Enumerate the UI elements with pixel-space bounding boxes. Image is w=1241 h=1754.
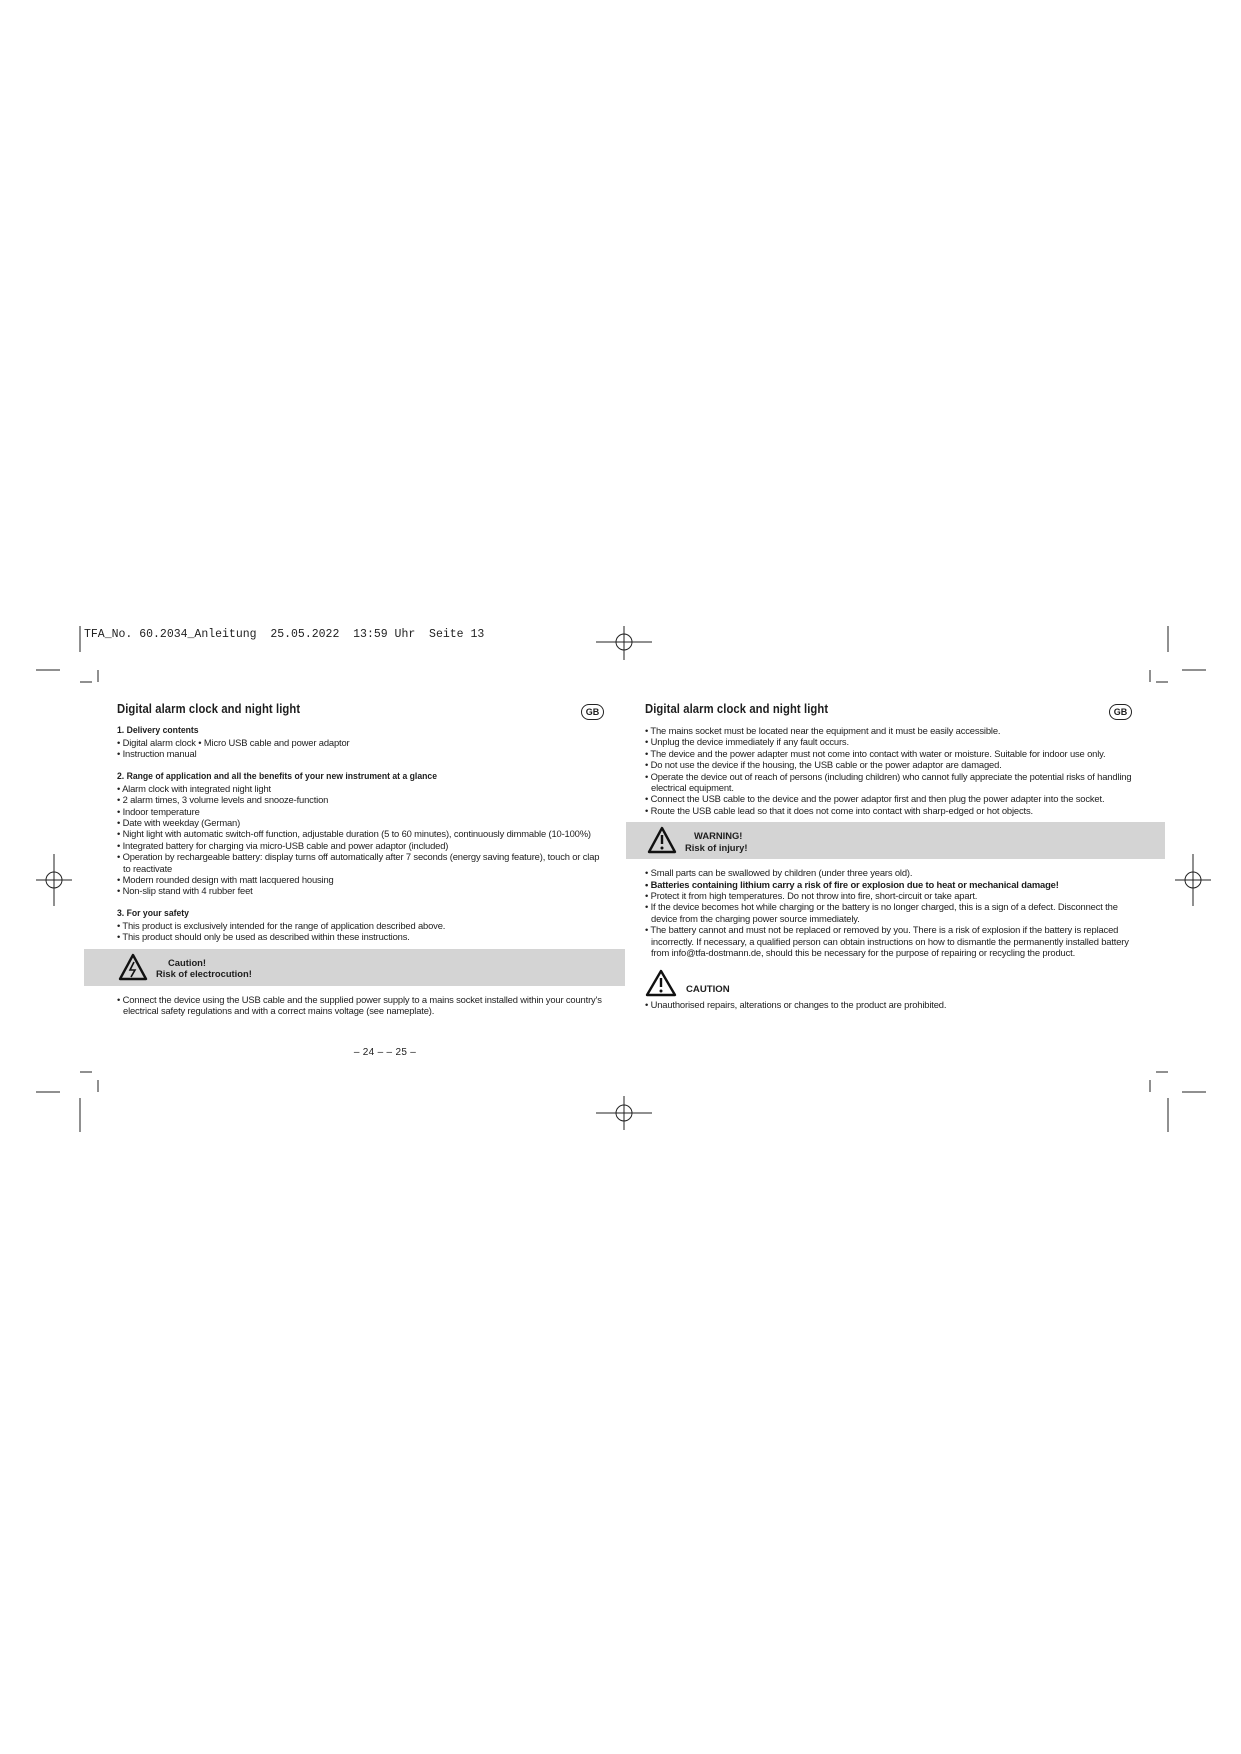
safety-list-continued xyxy=(645,725,1133,816)
list-item: • This product should only be used as described within these instructions. xyxy=(117,931,603,942)
warning-subtitle: Risk of injury! xyxy=(685,841,748,853)
injury-list xyxy=(645,867,1133,958)
list-item: • Batteries containing lithium carry a risk of fire or explosion due to heat or mechanical damage! xyxy=(645,879,1133,890)
list-item: • Non-slip stand with 4 rubber feet xyxy=(117,885,603,896)
list-item: • The battery cannot and must not be replaced or removed by you. There is a risk of explosion if the battery is replaced incorrectly. If necessary, a qualified person can obtain instructions on how to dismantle the permanently installed battery from info@tfa-dostmann.de, should this be necessary for the purpose of repairing or recycling the product. xyxy=(645,924,1133,958)
list-item: • Operate the device out of reach of persons (including children) who cannot fully appreciate the potential risks of handling electrical equipment. xyxy=(645,771,1133,794)
list-item: • The mains socket must be located near the equipment and it must be easily accessible. xyxy=(645,725,1133,736)
caution-heading xyxy=(645,967,1133,999)
caution-label: CAUTION xyxy=(686,983,730,995)
list-item: • Alarm clock with integrated night light xyxy=(117,783,603,794)
country-badge: GB xyxy=(1109,704,1132,720)
print-slug: TFA_No. 60.2034_Anleitung 25.05.2022 13:59 Uhr Seite 13 xyxy=(84,628,485,641)
caution-triangle-icon xyxy=(645,969,677,997)
list-item: • Unauthorised repairs, alterations or changes to the product are prohibited. xyxy=(645,999,1133,1010)
right-page xyxy=(645,702,1133,1010)
delivery-list xyxy=(117,737,603,760)
list-item: • Indoor temperature xyxy=(117,806,603,817)
left-page xyxy=(117,702,603,1017)
caution-list xyxy=(645,999,1133,1010)
list-item: • Instruction manual xyxy=(117,748,603,759)
caution-subtitle: Risk of electrocution! xyxy=(156,968,252,980)
list-item: • 2 alarm times, 3 volume levels and snooze-function xyxy=(117,794,603,805)
page-numbers: – 24 – – 25 – xyxy=(353,1047,417,1058)
list-item: • Night light with automatic switch-off function, adjustable duration (5 to 60 minutes), continuously dimmable (10-100%) xyxy=(117,828,603,839)
section-heading-delivery: 1. Delivery contents xyxy=(117,725,199,736)
safety-list xyxy=(117,920,603,943)
section-heading-range: 2. Range of application and all the benefits of your new instrument at a glance xyxy=(117,770,438,782)
country-badge: GB xyxy=(581,704,604,720)
list-item: • If the device becomes hot while charging or the battery is no longer charged, this is a sign of a defect. Disconnect the device from the charging power source immediately. xyxy=(645,901,1133,924)
list-item: • Date with weekday (German) xyxy=(117,817,603,828)
electrical-list xyxy=(117,994,603,1017)
warning-title: WARNING! xyxy=(694,830,743,842)
list-item: • Small parts can be swallowed by children (under three years old). xyxy=(645,867,1133,878)
list-item: • The device and the power adapter must not come into contact with water or moisture. Suitable for indoor use only. xyxy=(645,748,1133,759)
list-item: • Operation by rechargeable battery: display turns off automatically after 7 seconds (energy saving feature), touch or clap to reactivate xyxy=(117,851,603,874)
list-item: • Connect the USB cable to the device and the power adaptor first and then plug the power adapter into the socket. xyxy=(645,793,1133,804)
list-item: • This product is exclusively intended for the range of application described above. xyxy=(117,920,603,931)
features-list xyxy=(117,783,603,897)
list-item: • Unplug the device immediately if any fault occurs. xyxy=(645,736,1133,747)
list-item: • Digital alarm clock • Micro USB cable and power adaptor xyxy=(117,737,603,748)
list-item: • Do not use the device if the housing, the USB cable or the power adaptor are damaged. xyxy=(645,759,1133,770)
warning-box xyxy=(626,822,1165,859)
section-heading-safety: 3. For your safety xyxy=(117,907,189,919)
page-title: Digital alarm clock and night light xyxy=(117,702,301,716)
caution-box xyxy=(84,949,625,986)
list-item: • Modern rounded design with matt lacquered housing xyxy=(117,874,603,885)
warning-triangle-icon xyxy=(647,826,677,854)
caution-title: Caution! xyxy=(168,956,207,968)
electrocution-warning-icon xyxy=(118,953,148,981)
page-title: Digital alarm clock and night light xyxy=(645,702,829,716)
list-item: • Protect it from high temperatures. Do not throw into fire, short-circuit or take apart. xyxy=(645,890,1133,901)
list-item: • Integrated battery for charging via micro-USB cable and power adaptor (included) xyxy=(117,840,603,851)
list-item: • Connect the device using the USB cable and the supplied power supply to a mains socket installed within your country's electrical safety regulations and with a correct mains voltage (see nameplate). xyxy=(117,994,603,1017)
list-item: • Route the USB cable lead so that it does not come into contact with sharp-edged or hot objects. xyxy=(645,805,1133,816)
